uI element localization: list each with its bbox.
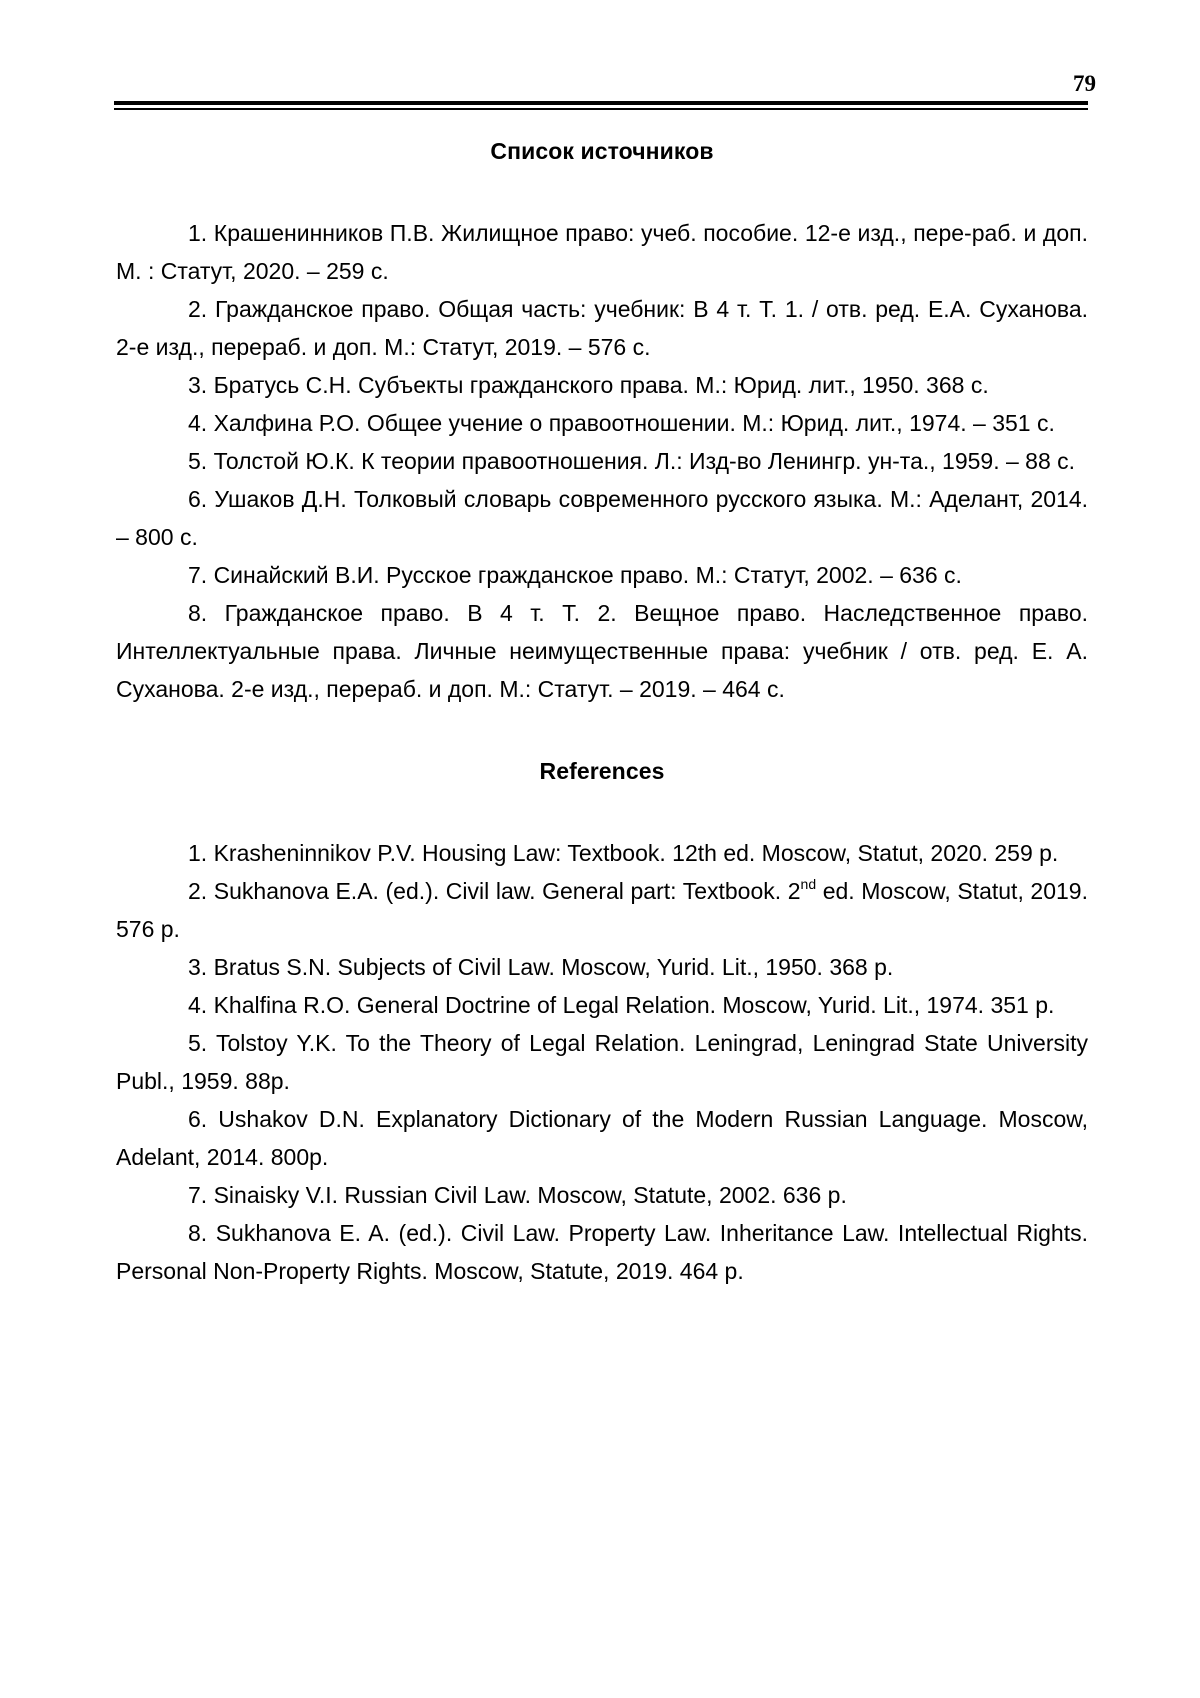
source-entry: 3. Братусь С.Н. Субъекты гражданского права. М.: Юрид. лит., 1950. 368 с.	[188, 372, 989, 398]
reference-entry: 6. Ushakov D.N. Explanatory Dictionary of the Modern Russian Language. Moscow, Adelant, 2014. 800p.	[116, 1106, 1088, 1170]
references-section	[116, 752, 1088, 1290]
references-list	[116, 834, 1088, 1290]
source-entry: 5. Толстой Ю.К. К теории правоотношения. Л.: Изд-во Ленингр. ун-та., 1959. – 88 с.	[188, 448, 1076, 474]
ordinal-suffix: nd	[800, 876, 817, 892]
page-number: 79	[1073, 71, 1096, 96]
reference-entry	[116, 872, 1088, 948]
reference-entry: 1. Krasheninnikov P.V. Housing Law: Textbook. 12th ed. Moscow, Statut, 2020. 259 p.	[188, 840, 1059, 866]
header-rule-thick	[114, 101, 1088, 105]
sources-section	[116, 132, 1088, 708]
reference-entry: 3. Bratus S.N. Subjects of Civil Law. Moscow, Yurid. Lit., 1950. 368 p.	[188, 954, 894, 980]
source-entry: 7. Синайский В.И. Русское гражданское право. М.: Статут, 2002. – 636 с.	[188, 562, 962, 588]
reference-entry: 4. Khalfina R.O. General Doctrine of Legal Relation. Moscow, Yurid. Lit., 1974. 351 p.	[188, 992, 1055, 1018]
source-entry: 8. Гражданское право. В 4 т. Т. 2. Вещное право. Наследственное право. Интеллектуальные права. Личные неимущественные права: учебник / отв. ред. Е. А. Суханова. 2-е изд., перераб. и доп. М.: Статут. – 2019. – 464 с.	[116, 600, 1088, 702]
reference-entry: 5. Tolstoy Y.K. To the Theory of Legal Relation. Leningrad, Leningrad State University Publ., 1959. 88p.	[116, 1030, 1088, 1094]
source-entry: 6. Ушаков Д.Н. Толковый словарь современного русского языка. М.: Аделант, 2014. – 800 с.	[116, 486, 1088, 550]
reference-text: 2. Sukhanova E.A. (ed.). Civil law. General part: Textbook. 2	[188, 878, 801, 904]
source-entry: 2. Гражданское право. Общая часть: учебник: В 4 т. Т. 1. / отв. ред. Е.А. Суханова. 2-е изд., перераб. и доп. М.: Статут, 2019. – 576 с.	[116, 296, 1088, 360]
header-rule-thin	[114, 108, 1088, 110]
reference-entry: 7. Sinaisky V.I. Russian Civil Law. Moscow, Statute, 2002. 636 p.	[188, 1182, 847, 1208]
source-entry: 4. Халфина Р.О. Общее учение о правоотношении. М.: Юрид. лит., 1974. – 351 с.	[188, 410, 1055, 436]
page-content	[116, 132, 1088, 1290]
sources-list	[116, 214, 1088, 708]
reference-text: ed. Moscow, Statut, 2019. 576 p.	[116, 878, 1088, 942]
reference-entry: 8. Sukhanova E. A. (ed.). Civil Law. Property Law. Inheritance Law. Intellectual Rights. Personal Non-Property Rights. Moscow, Statute, 2019. 464 p.	[116, 1220, 1088, 1284]
source-entry: 1. Крашенинников П.В. Жилищное право: учеб. пособие. 12-е изд., пере-раб. и доп. М. : Статут, 2020. – 259 с.	[116, 220, 1088, 284]
sources-title: Список источников	[490, 138, 714, 164]
references-title: References	[539, 758, 665, 784]
